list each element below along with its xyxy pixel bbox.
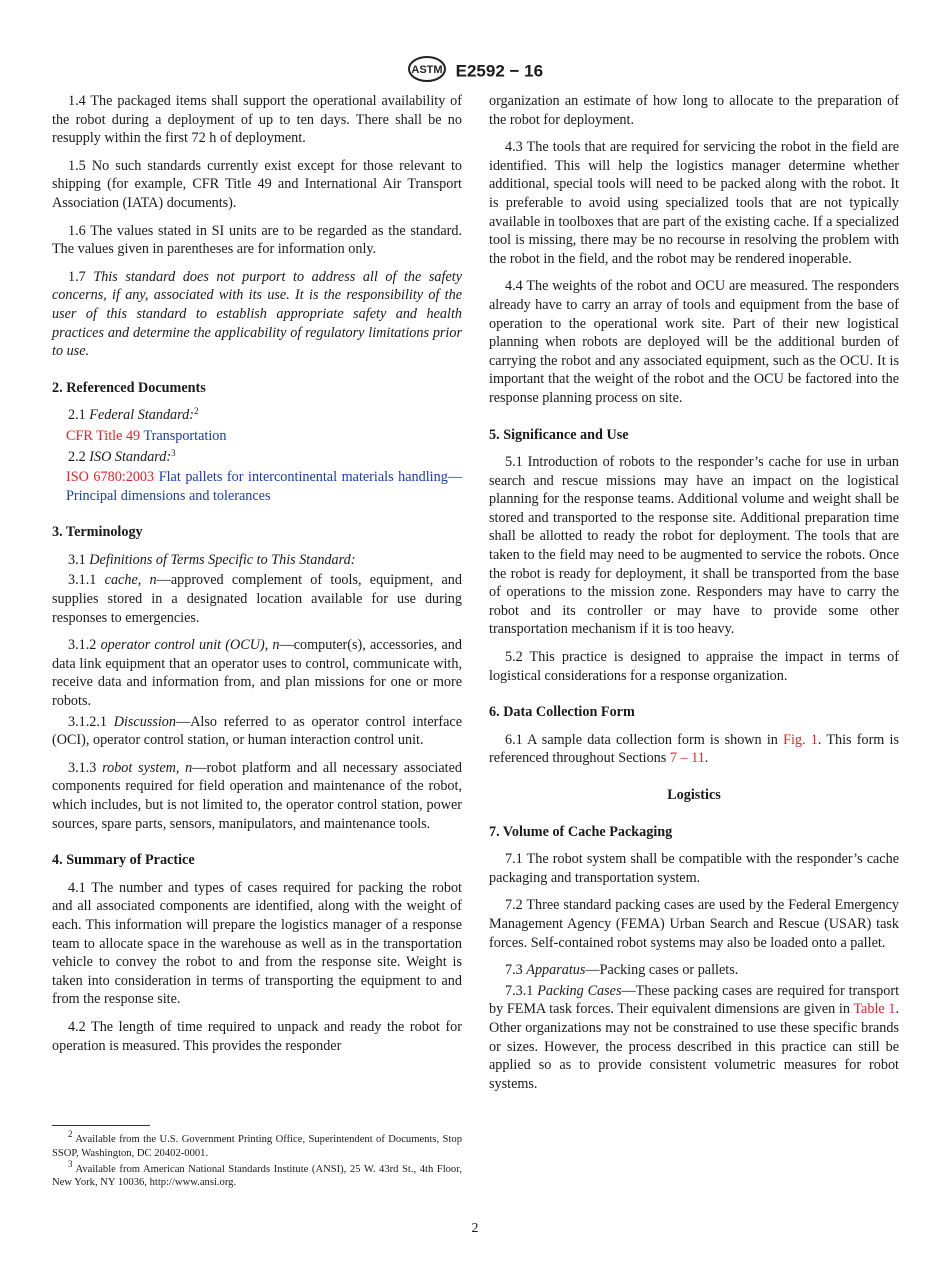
- sections-7-11-link[interactable]: 7 – 11: [669, 750, 705, 767]
- para-2-1: [52, 406, 462, 425]
- left-column: [52, 92, 462, 1064]
- page-header: [0, 55, 950, 88]
- astm-logo-icon: [407, 55, 447, 88]
- para-1-5: 1.5 No such standards currently exist except for those relevant to shipping (for example, CFR Title 49 and International Air Transport Association (IATA) documents).: [52, 157, 462, 211]
- para-5-1: 5.1 Introduction of robots to the responder’s cache for use in urban search and rescue missions may have an impact on the logistical planning for the response teams. Additional volume and weight shall be stored and transported to the response site. Additional preparation time shall be allotted to ready the robot for deployment. The tools that are taken to the field may need to be augmented to service the robots. Once the robot is ready for deployment, it shall be transported from the base of operations to the mission zone. Responders may have to carry the robot and its controller or may have to provide some other transportation mechanism if it is too heavy.: [489, 454, 899, 638]
- section-7-heading: 7. Volume of Cache Packaging: [489, 823, 673, 840]
- apparatus-label: Apparatus: [526, 962, 586, 979]
- para-7-3-1: [489, 982, 899, 1094]
- para-2-1-number: 2.1: [68, 407, 86, 424]
- para-3-1: [52, 551, 462, 570]
- reference-iso-title[interactable]: Flat pallets for intercontinental materials handling—Principal dimensions and tolerances: [66, 469, 463, 504]
- para-3-1-2: [52, 636, 462, 710]
- para-7-3-1-text-b: . Other organizations may not be constrained to use these specific brands or sizes. However, the process described in this practice can still be applied so as to provide consistent volumetric measures for robot systems.: [489, 1001, 899, 1092]
- para-3-1-3-number: 3.1.3: [68, 759, 97, 776]
- safety-caveat-text: This standard does not purport to address all of the safety concerns, if any, associated with its use. It is the responsibility of the user of this standard to establish appropriate safety and health practices and determine the applicability of regulatory limitations prior to use.: [52, 268, 462, 360]
- footnote-ref-2[interactable]: 2: [193, 406, 199, 417]
- para-7-3-number: 7.3: [505, 962, 523, 979]
- para-1-7: [52, 268, 462, 361]
- document-code: E2592 − 16: [455, 61, 544, 81]
- para-4-2-continued: organization an estimate of how long to allocate to the preparation of the robot for deployment.: [489, 93, 899, 128]
- section-3-heading: 3. Terminology: [52, 524, 143, 541]
- para-4-1: 4.1 The number and types of cases required for packing the robot and all associated components are identified, along with the weight of each. This information will prepare the logistics manager of a response team to allocate space in the warehouse as well as in the transportation vehicle to convey the robot to and from the response site. Weight is taken into consideration in terms of transporting the equipment to and from the response site.: [52, 879, 462, 1008]
- para-6-1-text-c: .: [704, 750, 709, 767]
- section-6-heading: 6. Data Collection Form: [489, 704, 635, 721]
- term-robot-system: robot system, n: [102, 759, 193, 776]
- para-4-3: 4.3 The tools that are required for servicing the robot in the field are identified. This will help the logistics manager determine whether additional, special tools will need to be packed along with the robot. It is preferable to avoid using specialized tools that are not typically available in toolboxes that are part of the existing cache. If a specialized tool is missing, there may be no recourse in resolving the problem with the robot in the field, and the robot may be rendered inoperable.: [489, 139, 899, 267]
- fig-1-link[interactable]: Fig. 1: [783, 731, 818, 748]
- para-2-2: [52, 448, 462, 467]
- packing-cases-label: Packing Cases: [537, 982, 622, 999]
- para-3-1-1: [52, 571, 462, 627]
- logistics-heading: Logistics: [667, 787, 721, 803]
- discussion-text: —Also referred to as operator control interface (OCI), operator control station, or human interaction control unit.: [52, 713, 462, 749]
- iso-standard-label: ISO Standard:: [89, 448, 172, 465]
- para-5-2: 5.2 This practice is designed to appraise the impact in terms of logistical considerations for a response organization.: [489, 649, 899, 684]
- federal-standard-label: Federal Standard:: [89, 407, 194, 424]
- discussion-label: Discussion: [113, 713, 176, 730]
- para-7-1: 7.1 The robot system shall be compatible with the responder’s cache packaging and transportation system.: [489, 851, 899, 886]
- astm-logo-text: ASTM: [411, 64, 443, 76]
- para-4-4: 4.4 The weights of the robot and OCU are measured. The responders already have to carry an array of tools and equipment from the base of operation to the operational work site. Part of their new logistical planning when robots are deployed will be the additional burden of carrying the robot and any associated equipment, such as the OCU. It is important that the weight of the robot and the OCU be factored into the response planning process on site.: [489, 278, 899, 406]
- footnote-2: [52, 1129, 462, 1161]
- section-4-heading: 4. Summary of Practice: [52, 852, 195, 869]
- definition-ocu: —computer(s), accessories, and data link equipment that an operator uses to control, communicate with, receive data and information from, and plan missions for one or more robots.: [52, 637, 462, 710]
- para-2-2-number: 2.2: [68, 448, 86, 465]
- para-1-6: 1.6 The values stated in SI units are to be regarded as the standard. The values given in parentheses are for information only.: [52, 222, 462, 258]
- table-1-link[interactable]: Table 1: [853, 1001, 896, 1018]
- footnotes: [52, 1129, 462, 1192]
- reference-cfr: [52, 427, 462, 446]
- apparatus-text: —Packing cases or pallets.: [585, 962, 739, 979]
- para-6-1-text-a: 6.1 A sample data collection form is shown in: [505, 731, 784, 748]
- footnote-ref-3[interactable]: 3: [171, 447, 176, 458]
- footnote-2-mark: 2: [68, 1129, 73, 1139]
- section-2-heading: 2. Referenced Documents: [52, 379, 206, 396]
- footnote-2-text: Available from the U.S. Government Printing Office, Superintendent of Documents, Stop SSOP, Washington, DC 20402-0001.: [52, 1134, 462, 1159]
- para-3-1-1-number: 3.1.1: [68, 572, 97, 589]
- para-6-1: [489, 731, 899, 768]
- para-3-1-2-number: 3.1.2: [68, 637, 97, 654]
- para-3-1-number: 3.1: [68, 551, 86, 568]
- para-7-3: [489, 961, 899, 980]
- para-1-7-number: 1.7: [68, 268, 86, 285]
- right-column: [489, 92, 899, 1102]
- term-cache: cache, n: [104, 572, 157, 589]
- para-7-3-1-number: 7.3.1: [505, 982, 534, 999]
- definition-robot-system: —robot platform and all necessary associated components required for field operation and maintenance of the robot, which includes, but is not limited to, the operator control station, power sources, spare parts, sensors, manipulators, and maintenance tools.: [52, 759, 462, 832]
- footnote-3-text: Available from American National Standards Institute (ANSI), 25 W. 43rd St., 4th Floor, New York, NY 10036, http://www.ansi.org.: [52, 1163, 462, 1189]
- reference-cfr-title[interactable]: Transportation: [143, 427, 227, 444]
- para-3-1-2-1: [52, 713, 462, 750]
- para-7-2: 7.2 Three standard packing cases are used by the Federal Emergency Management Agency (FEMA) Urban Search and Rescue (USAR) task forces. Self-contained robot systems may also be loaded onto a pallet.: [489, 897, 899, 951]
- footnote-3: [52, 1158, 462, 1191]
- term-ocu: operator control unit (OCU), n: [100, 637, 280, 654]
- para-3-1-2-1-number: 3.1.2.1: [68, 713, 108, 730]
- reference-cfr-id[interactable]: CFR Title 49: [66, 427, 141, 444]
- para-4-2: 4.2 The length of time required to unpack and ready the robot for operation is measured. This provides the responder: [52, 1018, 462, 1054]
- para-1-4: 1.4 The packaged items shall support the operational availability of the robot during a deployment of up to ten days. There shall be no resupply within the first 72 h of deployment.: [52, 93, 462, 147]
- footnote-rule: [52, 1125, 150, 1126]
- reference-iso: [52, 468, 462, 505]
- definition-cache: —approved complement of tools, equipment, and supplies stored in a designated location available for use during responses to emergencies.: [52, 572, 462, 626]
- para-3-1-3: [52, 759, 462, 833]
- para-6-1-text-b: . This form is referenced throughout Sections: [489, 731, 899, 767]
- definitions-label: Definitions of Terms Specific to This Standard:: [89, 551, 356, 568]
- footnote-3-mark: 3: [68, 1158, 73, 1169]
- section-5-heading: 5. Significance and Use: [489, 426, 629, 443]
- page-number: 2: [471, 1221, 479, 1236]
- reference-iso-id[interactable]: ISO 6780:2003: [66, 469, 155, 486]
- para-7-3-1-text-a: —These packing cases are required for transport by FEMA task forces. Their equivalent dimensions are given in: [489, 982, 900, 1018]
